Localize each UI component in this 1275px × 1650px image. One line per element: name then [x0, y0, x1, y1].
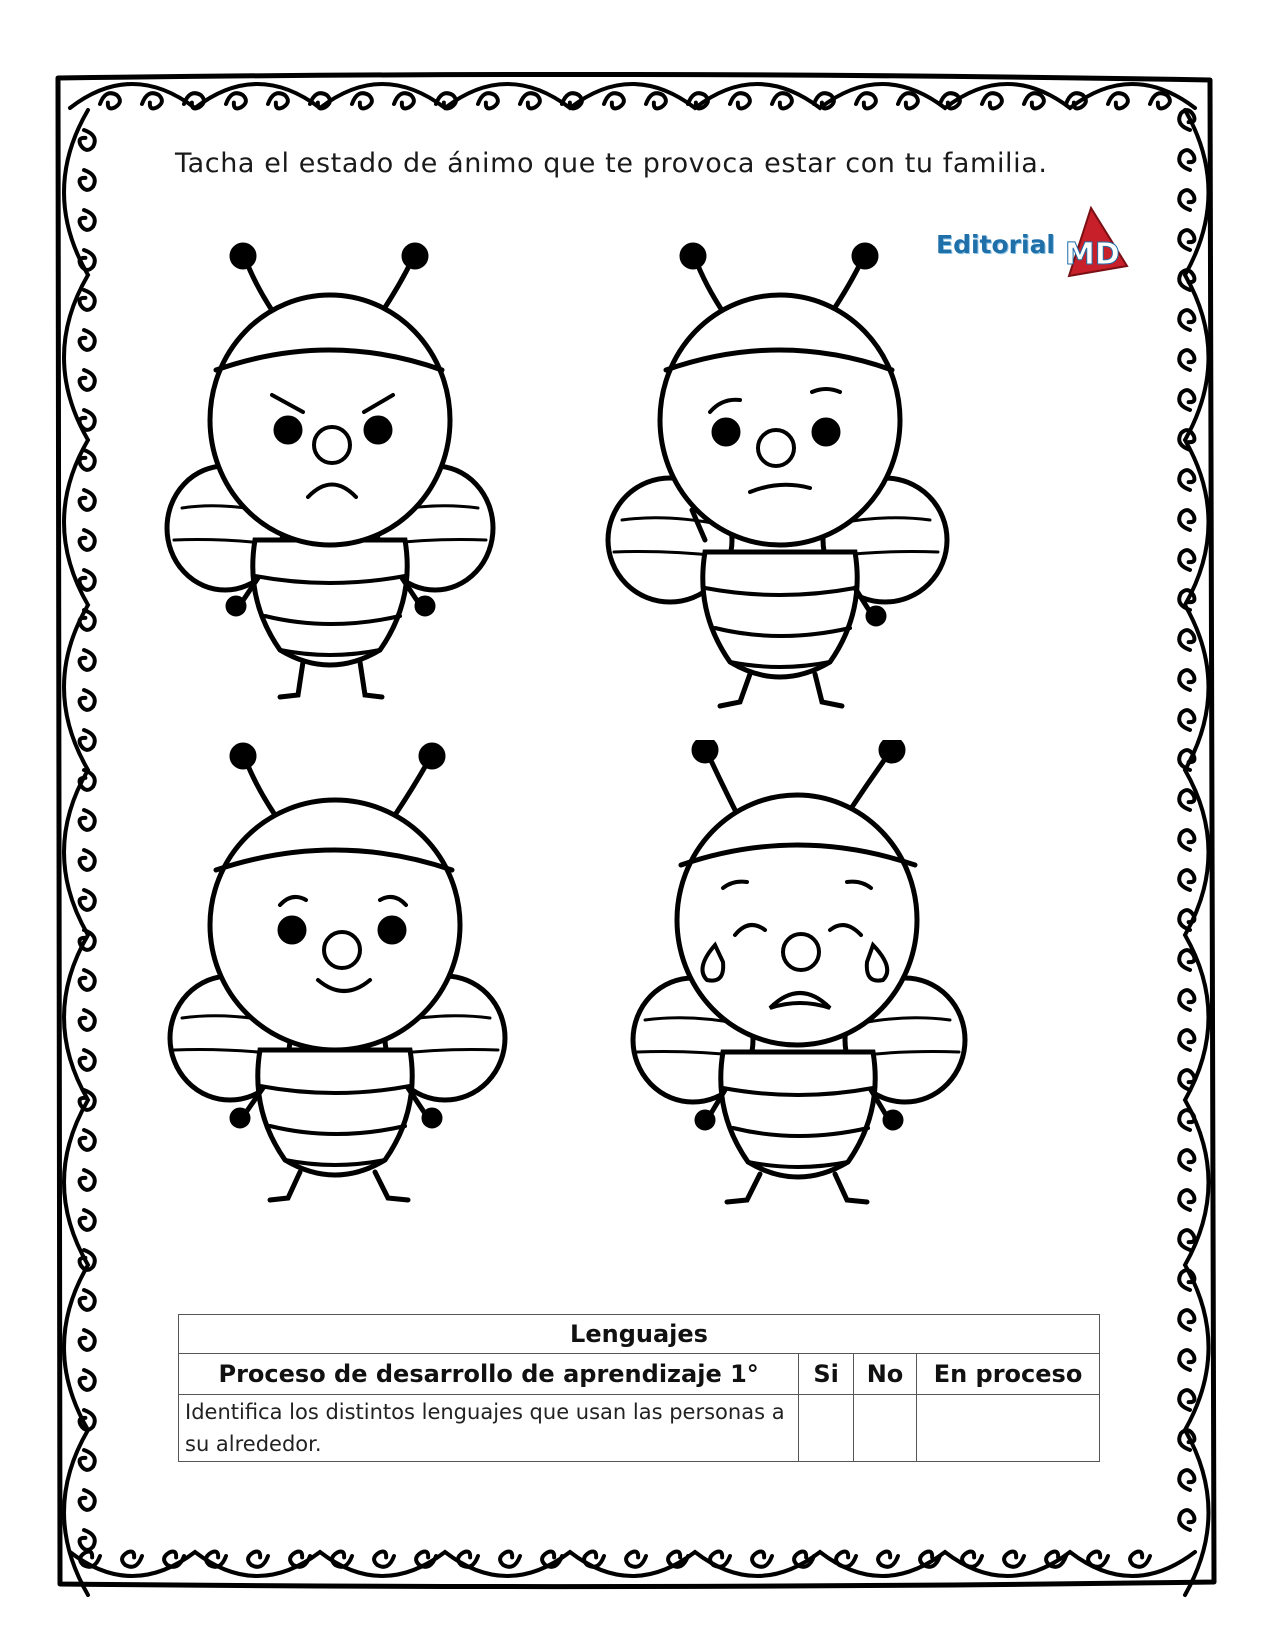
- header-en-proceso: En proceso: [917, 1354, 1100, 1395]
- logo-mark-icon: [1051, 204, 1131, 284]
- en-proceso-checkbox-cell[interactable]: [917, 1395, 1100, 1462]
- header-criterion: Proceso de desarrollo de aprendizaje 1°: [179, 1354, 799, 1395]
- header-no: No: [853, 1354, 916, 1395]
- instruction-text: Tacha el estado de ánimo que te provoca estar con tu familia.: [175, 148, 1048, 179]
- no-checkbox-cell[interactable]: [853, 1395, 916, 1462]
- bee-worried[interactable]: [600, 240, 980, 740]
- header-si: Si: [799, 1354, 854, 1395]
- criterion-cell: Identifica los distintos lenguajes que usan las personas a su alrededor.: [179, 1395, 799, 1462]
- evaluation-title: Lenguajes: [179, 1315, 1100, 1354]
- si-checkbox-cell[interactable]: [799, 1395, 854, 1462]
- logo-mark: MD: [1065, 237, 1120, 272]
- bee-crying[interactable]: [625, 740, 1005, 1240]
- bee-happy[interactable]: [160, 740, 540, 1240]
- logo-text: Editorial: [936, 230, 1056, 259]
- evaluation-table: [178, 1314, 1100, 1462]
- bee-angry[interactable]: [160, 240, 540, 740]
- table-row: [179, 1395, 1100, 1462]
